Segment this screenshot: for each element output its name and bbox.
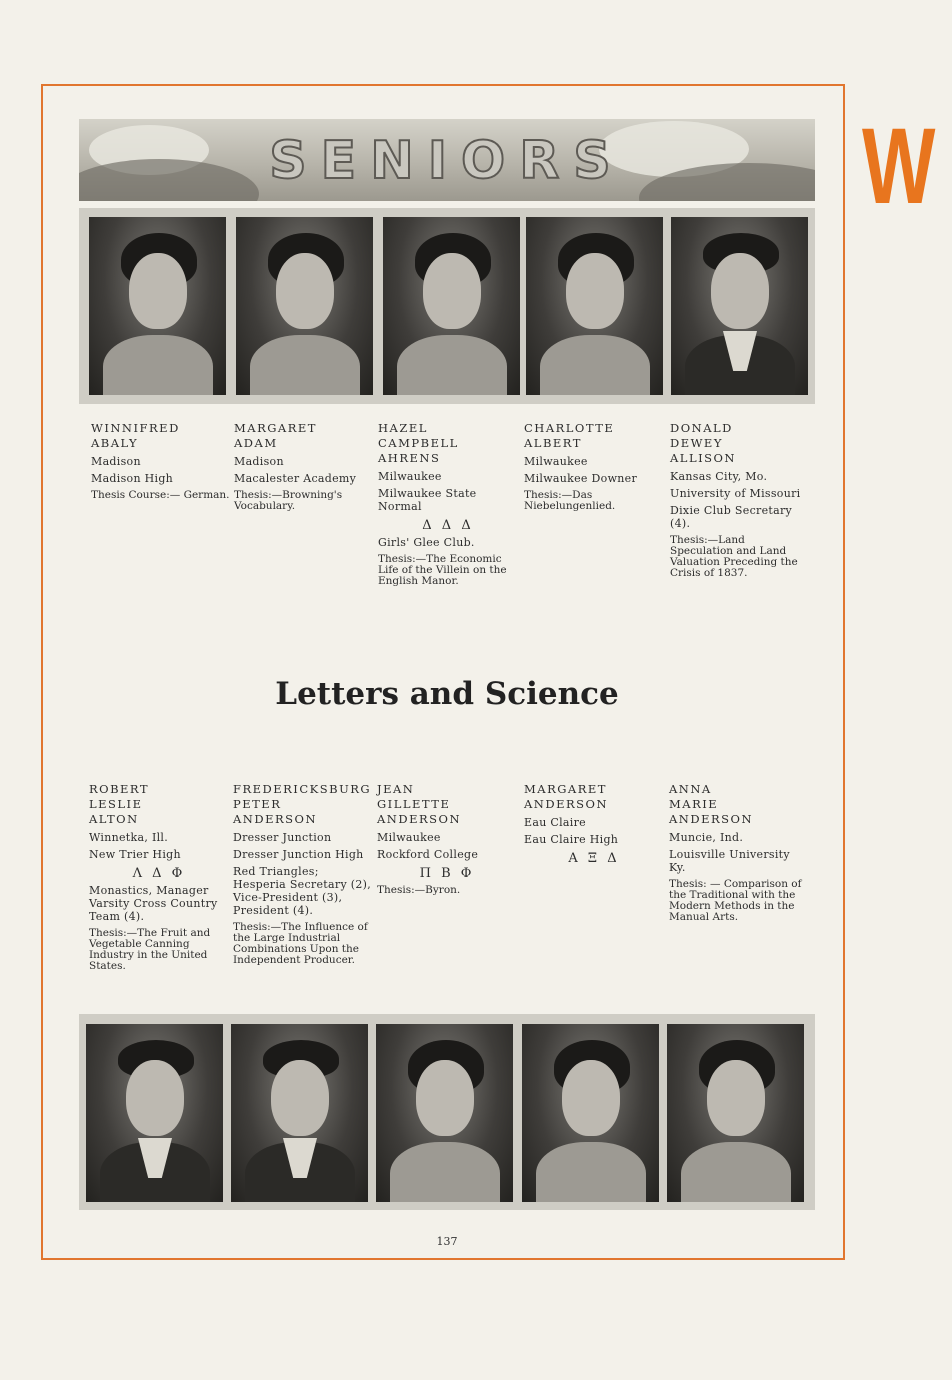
student-thesis: Thesis:—The Influence of the Large Industrial Combinations Upon the Independent Producer. bbox=[233, 921, 368, 966]
student-entry bbox=[233, 782, 373, 966]
student-name: ANDERSON bbox=[524, 797, 609, 811]
student-entry bbox=[524, 421, 664, 512]
student-home: Kansas City, Mo. bbox=[670, 470, 768, 483]
fraternity-letters: Δ Δ Δ bbox=[422, 518, 474, 533]
banner-title: SENIORS bbox=[269, 131, 625, 191]
student-thesis: Thesis:—Land Speculation and Land Valuation Preceding the Crisis of 1837. bbox=[670, 534, 798, 579]
portrait-m-anderson bbox=[522, 1024, 659, 1202]
student-name: ALTON bbox=[89, 812, 139, 826]
student-school: Macalester Academy bbox=[234, 472, 357, 485]
student-name: ANDERSON bbox=[233, 812, 318, 826]
student-activities: Dixie Club Secretary (4). bbox=[670, 504, 793, 530]
student-entry bbox=[524, 782, 664, 865]
student-school: Milwaukee State Normal bbox=[378, 487, 477, 513]
student-name: ANDERSON bbox=[669, 812, 754, 826]
student-name: HAZEL bbox=[378, 421, 428, 435]
student-school: University of Missouri bbox=[670, 487, 801, 500]
section-tab-letter: W bbox=[862, 105, 936, 226]
student-thesis: Thesis Course:— German. bbox=[91, 489, 230, 501]
student-school: Milwaukee Downer bbox=[524, 472, 638, 485]
portrait-a-anderson bbox=[667, 1024, 804, 1202]
student-thesis: Thesis:—Browning's Vocabulary. bbox=[234, 489, 343, 512]
student-name: CAMPBELL bbox=[378, 436, 459, 450]
student-name: ALBERT bbox=[524, 436, 582, 450]
portrait-j-anderson bbox=[376, 1024, 513, 1202]
student-name: ANNA bbox=[669, 782, 712, 796]
student-home: Eau Claire bbox=[524, 816, 586, 829]
student-home: Milwaukee bbox=[378, 470, 442, 483]
student-name: MARIE bbox=[669, 797, 719, 811]
student-school: Louisville University Ky. bbox=[669, 848, 790, 874]
student-name: MARGARET bbox=[234, 421, 317, 435]
fraternity-letters: Π Β Φ bbox=[419, 866, 475, 881]
student-name: WINNIFRED bbox=[91, 421, 180, 435]
student-home: Dresser Junction bbox=[233, 831, 332, 844]
student-entry bbox=[377, 782, 517, 896]
student-name: JEAN bbox=[377, 782, 415, 796]
student-home: Madison bbox=[234, 455, 284, 468]
top-photo-strip bbox=[79, 208, 815, 404]
student-thesis: Thesis:—Byron. bbox=[377, 884, 461, 896]
student-thesis: Thesis: — Comparison of the Traditional with the Modern Methods in the Manual Arts. bbox=[669, 878, 802, 923]
student-home: Madison bbox=[91, 455, 141, 468]
student-school: Eau Claire High bbox=[524, 833, 619, 846]
student-activities: Monastics, Manager Varsity Cross Country Team (4). bbox=[89, 884, 218, 923]
portrait-alton bbox=[86, 1024, 223, 1202]
fraternity-letters: Λ Δ Φ bbox=[132, 866, 186, 881]
student-entry bbox=[670, 421, 810, 579]
portrait-abaly bbox=[89, 217, 226, 395]
portrait-allison bbox=[671, 217, 808, 395]
student-school: Dresser Junction High bbox=[233, 848, 364, 861]
student-name: CHARLOTTE bbox=[524, 421, 615, 435]
student-activities: Red Triangles; Hesperia Secretary (2), Vice-President (3), President (4). bbox=[233, 865, 372, 917]
student-name: ANDERSON bbox=[377, 812, 462, 826]
page-number: 137 bbox=[436, 1235, 458, 1248]
student-name: DONALD bbox=[670, 421, 733, 435]
student-school: Rockford College bbox=[377, 848, 479, 861]
student-thesis: Thesis:—The Economic Life of the Villein on the English Manor. bbox=[378, 553, 507, 587]
bottom-photo-strip bbox=[79, 1014, 815, 1210]
student-school: New Trier High bbox=[89, 848, 181, 861]
student-entry bbox=[91, 421, 231, 501]
student-name: MARGARET bbox=[524, 782, 607, 796]
student-name: DEWEY bbox=[670, 436, 723, 450]
student-home: Winnetka, Ill. bbox=[89, 831, 169, 844]
student-name: ADAM bbox=[234, 436, 278, 450]
student-entry bbox=[669, 782, 809, 923]
student-home: Muncie, Ind. bbox=[669, 831, 744, 844]
student-name: FREDERICKSBURG bbox=[233, 782, 372, 796]
student-home: Milwaukee bbox=[377, 831, 441, 844]
student-name: ALLISON bbox=[670, 451, 736, 465]
portrait-albert bbox=[526, 217, 663, 395]
student-thesis: Thesis:—The Fruit and Vegetable Canning Industry in the United States. bbox=[89, 927, 211, 972]
fraternity-letters: Α Ξ Δ bbox=[568, 851, 620, 866]
student-name: ABALY bbox=[91, 436, 139, 450]
student-entry bbox=[234, 421, 374, 512]
portrait-f-anderson bbox=[231, 1024, 368, 1202]
student-home: Milwaukee bbox=[524, 455, 588, 468]
section-title: Letters and Science bbox=[275, 676, 619, 712]
student-thesis: Thesis:—Das Niebelungenlied. bbox=[524, 489, 616, 512]
student-name: ROBERT bbox=[89, 782, 150, 796]
student-name: PETER bbox=[233, 797, 282, 811]
portrait-ahrens bbox=[383, 217, 520, 395]
student-entry bbox=[378, 421, 518, 587]
portrait-adam bbox=[236, 217, 373, 395]
student-activities: Girls' Glee Club. bbox=[378, 536, 475, 549]
seniors-banner bbox=[79, 119, 815, 201]
student-name: GILLETTE bbox=[377, 797, 451, 811]
student-school: Madison High bbox=[91, 472, 174, 485]
student-name: LESLIE bbox=[89, 797, 143, 811]
student-name: AHRENS bbox=[378, 451, 441, 465]
student-entry bbox=[89, 782, 229, 972]
